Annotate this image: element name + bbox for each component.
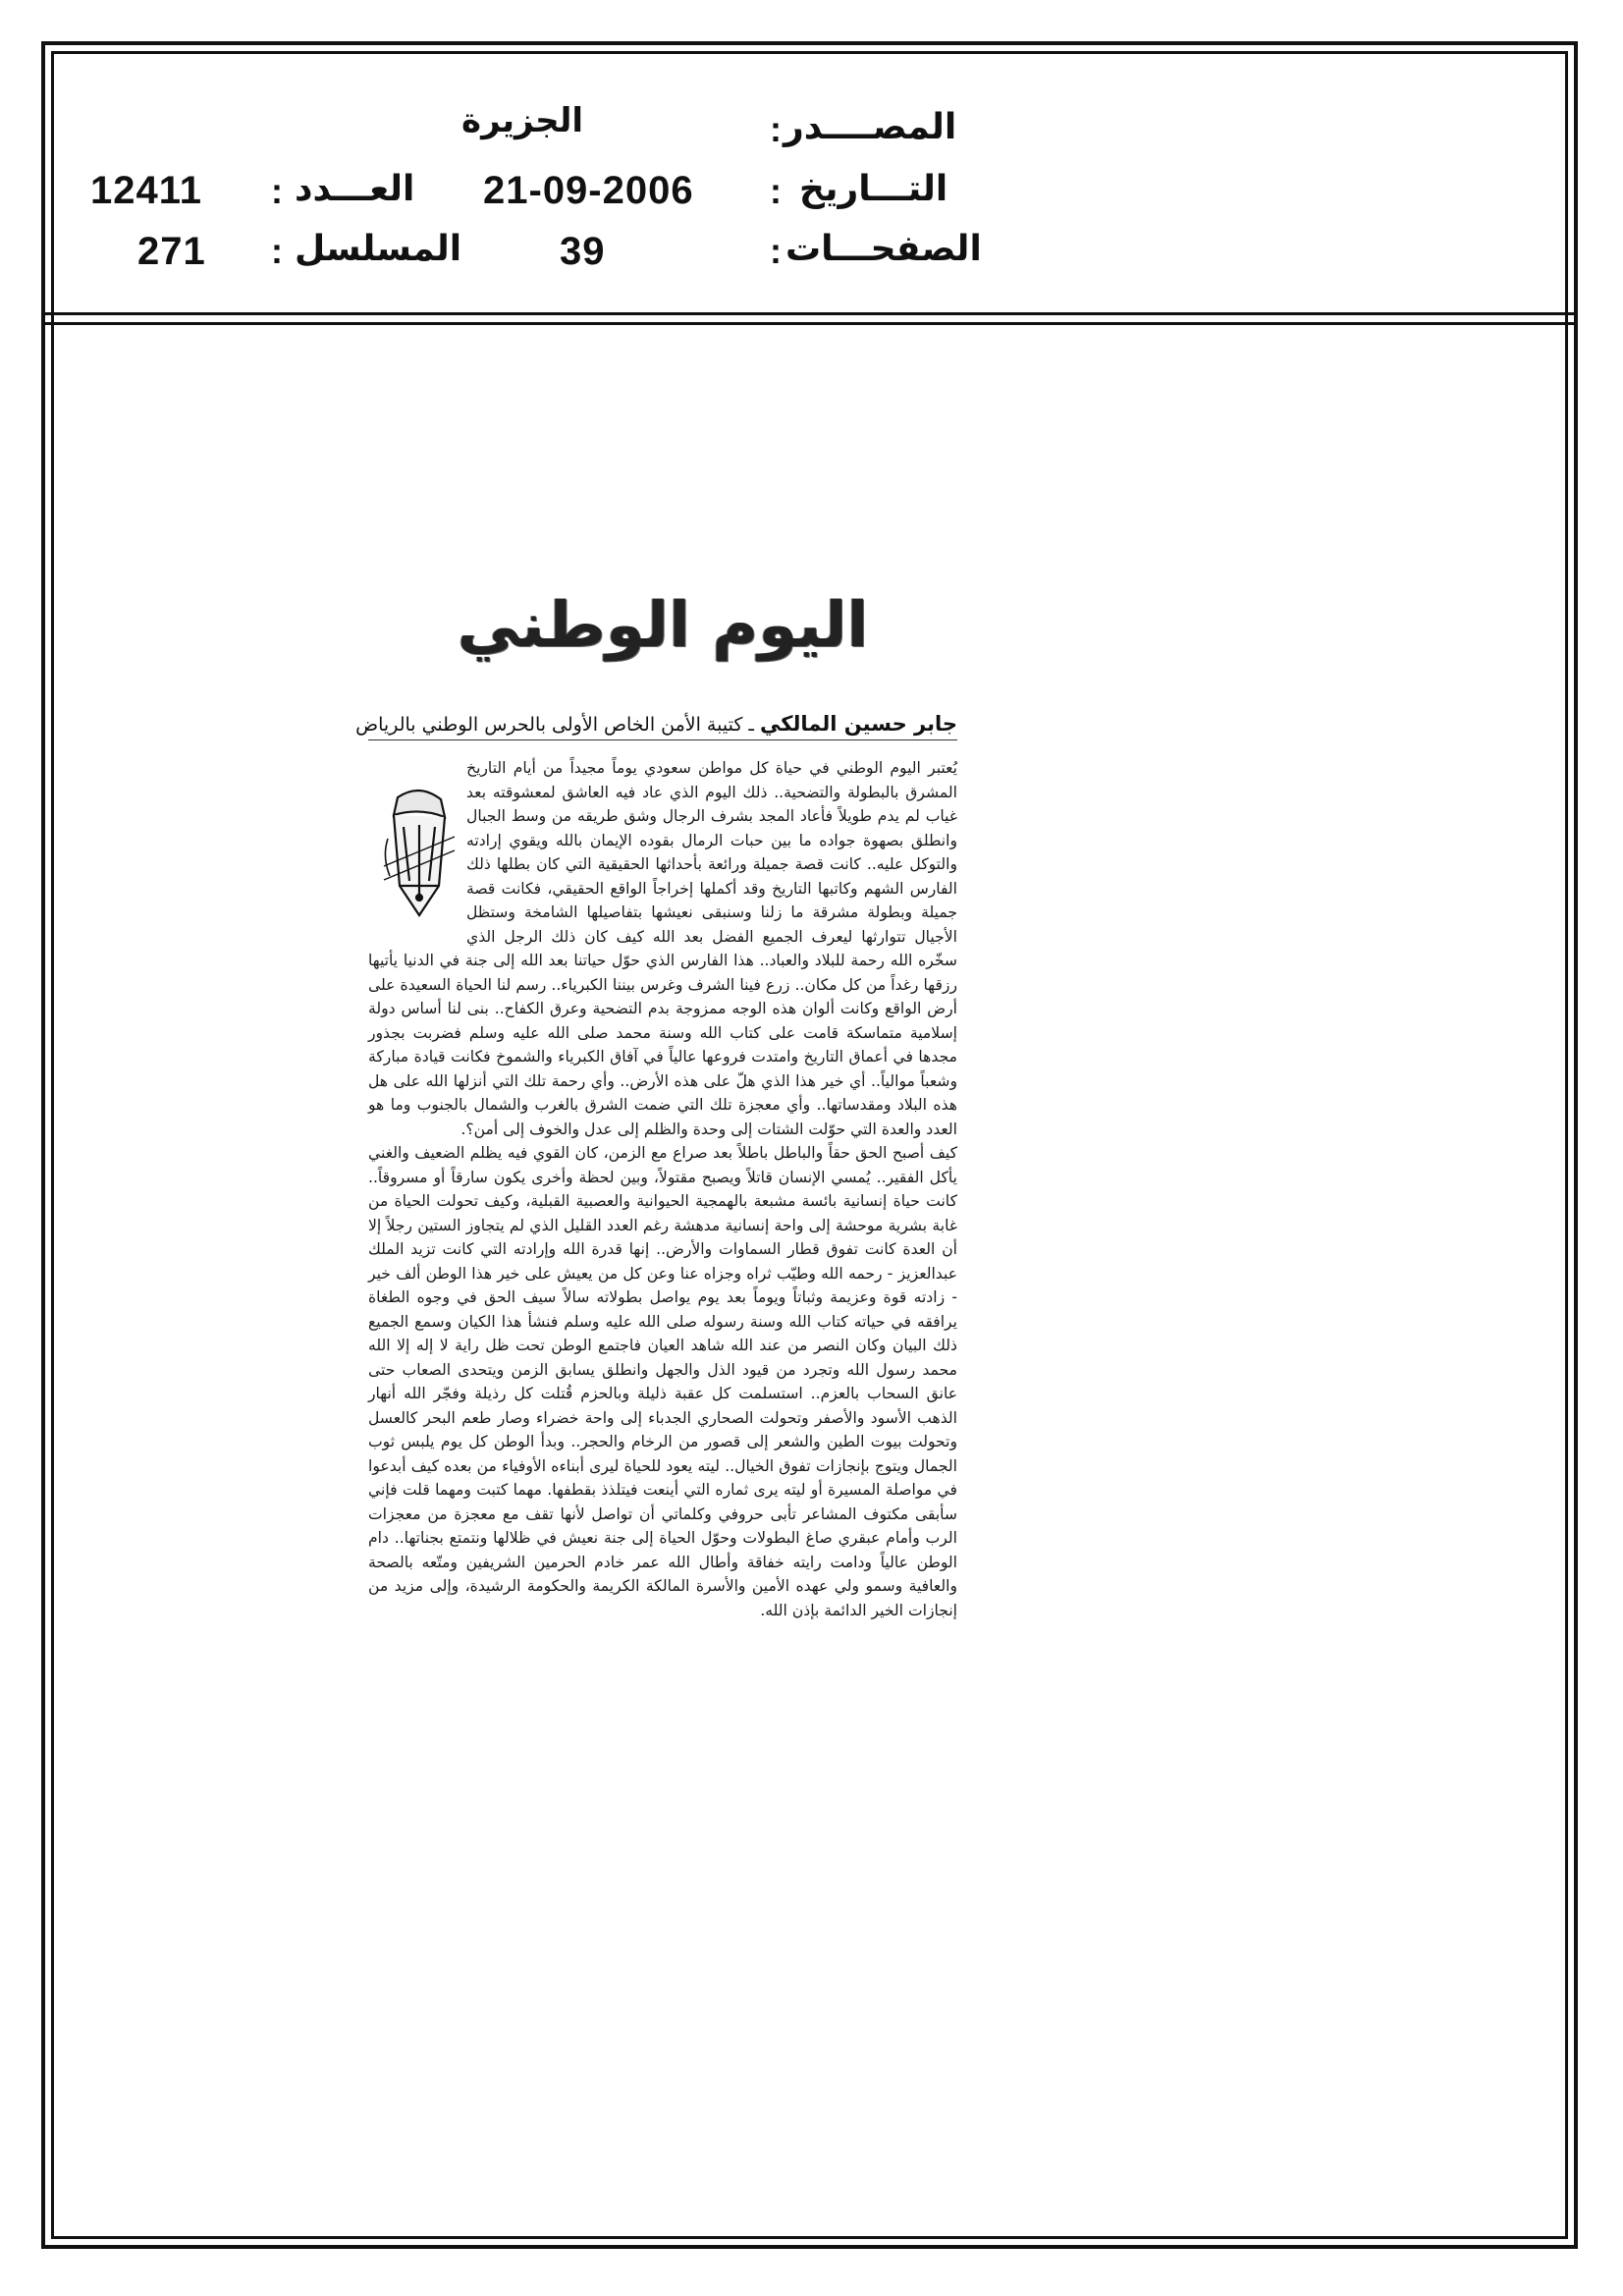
byline bbox=[355, 712, 957, 740]
author-role: ـ كتيبة الأمن الخاص الأولى بالحرس الوطني بالرياض bbox=[355, 714, 754, 736]
source-label: المصــــدر bbox=[784, 107, 957, 147]
article-clipping bbox=[355, 550, 957, 1787]
date-colon: : bbox=[770, 171, 782, 211]
date-value: 21-09-2006 bbox=[483, 169, 694, 212]
paragraph-2: كيف أصبح الحق حقاً والباطل باطلاً بعد صراع مع الزمن، كان القوي فيه يظلم الضعيف والغني يأكل الفقير.. يُمسي الإنسان قاتلاً ويصبح مقتولاً، وبين لحظة وأخرى يكون سارقاً أو مسروقاً.. كانت حياة إنسانية بائسة مشبعة بالهمجية الحيوانية والعصبية القبلية، وكيف تحولت الحياة من غابة بشرية موحشة إلى واحة إنسانية مدهشة رغم العدد القليل الذي لم يتجاوز الستين رجلاً إلا أن العدة كانت تفوق قطار السماوات والأرض.. إنها قدرة الله وإرادته التي كانت تزيد الملك عبدالعزيز - رحمه الله وطيّب ثراه وجزاه عنا وعن كل من يعيش على خير هذا الوطن ألف خير - زادته قوة وعزيمة وثباتاً ويوماً بعد يوم يواصل بطولاته سالاً سيف الحق في وجوه الطغاة يرافقه في حياته كتاب الله وسنة رسوله صلى الله عليه وسلم فنشأ هذا الكيان وسمع الجميع ذلك البيان وكان النصر من عند الله شاهد العيان فاجتمع الوطن تحت ظل راية لا إله إلا الله محمد رسول الله وتجرد من قيود الذل والجهل وانطلق يسابق الزمن ويتحدى الصعاب حتى عانق السحاب بالعزم.. استسلمت كل عقبة ذليلة وبالحزم قُتلت كل رذيلة وفجّر الله أنهار الذهب الأسود والأصفر وتحولت الصحاري الجدباء إلى واحة خضراء وصار طعم البحر كالعسل وتحولت بيوت الطين والشعر إلى قصور من الرخام والحجر.. وبدأ الوطن كل يوم يلبس ثوب الجمال ويتوج بإنجازات تفوق الخيال.. ليته يعود للحياة ليرى أبناءه الأوفياء من بعده كيف أبدعوا في مواصلة المسيرة أو ليته يرى ثماره التي أينعت فيتلذذ بقطفها. مهما كتبت ومهما قلت فإني سأبقى مكتوف المشاعر تأبى حروفي وكلماتي أن تواصل لأنها تقف مع معجزة من معجزات الرب وأمام عبقري صاغ البطولات وحوّل الحياة إلى جنة نعيش في ظلالها ونتمتع بجناتها.. دام الوطن عالياً ودامت رايته خفاقة وأطال الله عمر خادم الحرمين الشريفين ومتّعه بالصحة والعافية وسمو ولي عهده الأمين والأسرة المالكة الكريمة والحكومة الرشيدة، وإلى مزيد من إنجازات الخير الدائمة بإذن الله. bbox=[368, 1144, 957, 1619]
serial-value: 271 bbox=[137, 230, 206, 273]
date-label: التـــاريخ bbox=[799, 169, 948, 209]
pages-label: الصفحـــات bbox=[785, 229, 982, 269]
article-body bbox=[368, 756, 957, 1622]
issue-value: 12411 bbox=[90, 169, 203, 212]
header-divider-top bbox=[41, 312, 1578, 315]
issue-label: العـــدد bbox=[295, 169, 415, 209]
icon-spacer bbox=[368, 756, 466, 929]
source-colon: : bbox=[770, 109, 782, 149]
source-value: الجزيرة bbox=[461, 101, 584, 140]
paragraph-1: يُعتبر اليوم الوطني في حياة كل مواطن سعودي يوماً مجيداً من أيام التاريخ المشرق بالبطولة والتضحية.. ذلك اليوم الذي عاد فيه العاشق لمعشوقته بعد غياب لم يدم طويلاً فأعاد المجد بشرف الرجال وشق طريقه من وسط الجبال وانطلق بصهوة جواده ما بين حبات الرمال بقوده الإيمان بالله ويقوي إرادته والتوكل عليه.. كانت قصة جميلة ورائعة بأحداثها الحقيقية التي كان بطلها ذلك الفارس الشهم وكاتبها التاريخ وقد أكملها إخراجاً الواقع الحقيقي، فكانت قصة جميلة وبطولة مشرقة ما زلنا وسنبقى نعيشها بتفاصيلها الشامخة وستظل الأجيال تتوارثها ليعرف الجميع الفضل بعد الله كيف كان ذلك الرجل الذي سخّره الله رحمة للبلاد والعباد.. هذا الفارس الذي حوّل حياتنا بعد الله إلى جنة في الدنيا يأتيها رزقها رغداً من كل مكان.. زرع فينا الشرف وغرس بيننا الكبرياء.. رسم لنا الحياة السعيدة على أرض الواقع وكانت ألوان هذه الوجه ممزوجة بدم التضحية وعرق الكفاح.. بنى لنا أساس دولة إسلامية متماسكة قامت على كتاب الله وسنة محمد صلى الله عليه وسلم فضربت بجذور مجدها في أعماق التاريخ وامتدت فروعها عالياً في آفاق الكبرياء والشموخ فكانت قيادة مباركة وشعباً موالياً.. أي خير هذا الذي هلّ على هذه الأرض.. وأي رحمة تلك التي أنزلها الله على هل هذه البلاد ومقدساتها.. وأي معجزة تلك التي ضمت الشرق بالغرب والشمال بالجنوب وما هو العدد والعدة التي حوّلت الشتات إلى وحدة والظلم إلى عدل والخوف إلى أمن؟. bbox=[368, 759, 957, 1138]
article-title: اليوم الوطني bbox=[457, 589, 869, 662]
serial-label: المسلسل bbox=[295, 229, 462, 269]
pages-value: 39 bbox=[560, 230, 606, 273]
header-divider-bottom bbox=[41, 322, 1578, 325]
pages-colon: : bbox=[770, 231, 782, 271]
serial-colon: : bbox=[271, 231, 283, 271]
issue-colon: : bbox=[271, 171, 283, 211]
author-name: جابر حسين المالكي bbox=[760, 712, 957, 736]
